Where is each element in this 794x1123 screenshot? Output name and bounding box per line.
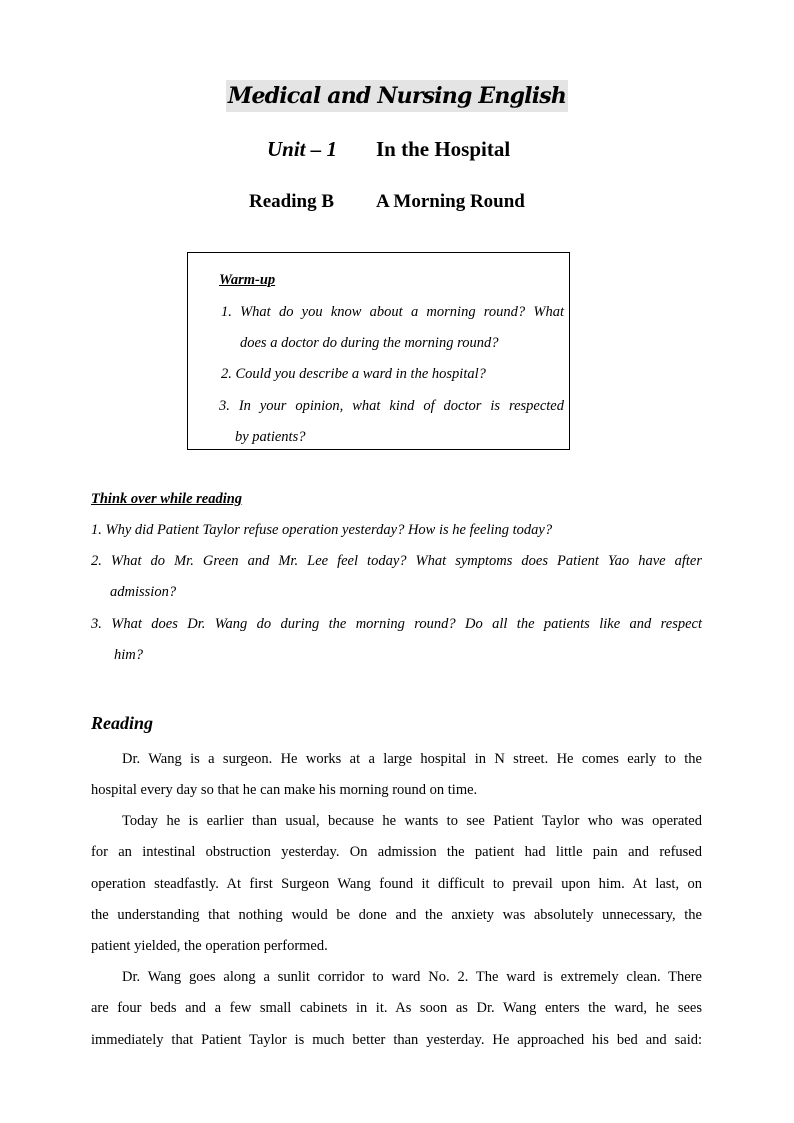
think-over-question-2-cont: admission?	[110, 584, 177, 600]
unit-label: Unit – 1	[267, 137, 338, 161]
warmup-box	[187, 252, 570, 450]
document-title	[0, 80, 794, 112]
unit-name: In the Hospital	[376, 137, 511, 161]
think-over-question-3-cont: him?	[114, 647, 143, 663]
reading-line: the understanding that nothing would be done and the anxiety was absolutely unnecessary, the	[91, 907, 702, 923]
warmup-question-3-cont: by patients?	[235, 429, 306, 445]
think-over-question-2: 2. What do Mr. Green and Mr. Lee feel today? What symptoms does Patient Yao have after	[91, 553, 702, 569]
think-over-heading: Think over while reading	[91, 491, 243, 507]
reading-line: for an intestinal obstruction yesterday. On admission the patient had little pain and refused	[91, 844, 702, 860]
document-title-text: Medical and Nursing English	[226, 80, 568, 112]
warmup-question-1-cont: does a doctor do during the morning round?	[240, 335, 499, 351]
reading-line: immediately that Patient Taylor is much better than yesterday. He approached his bed and said:	[91, 1032, 702, 1048]
reading-line: Dr. Wang goes along a sunlit corridor to ward No. 2. The ward is extremely clean. There	[122, 969, 702, 985]
reading-section-heading: Reading	[91, 713, 154, 733]
warmup-question-2: 2. Could you describe a ward in the hospital?	[221, 366, 486, 382]
reading-line: Dr. Wang is a surgeon. He works at a large hospital in N street. He comes early to the	[122, 751, 702, 767]
warmup-heading: Warm-up	[219, 272, 276, 288]
think-over-question-3: 3. What does Dr. Wang do during the morning round? Do all the patients like and respect	[91, 616, 702, 632]
warmup-question-3: 3. In your opinion, what kind of doctor is respected	[219, 398, 564, 414]
think-over-question-1: 1. Why did Patient Taylor refuse operation yesterday? How is he feeling today?	[91, 522, 553, 538]
reading-name: A Morning Round	[376, 191, 525, 212]
reading-label: Reading B	[249, 191, 334, 212]
reading-line: operation steadfastly. At first Surgeon Wang found it difficult to prevail upon him. At last, on	[91, 876, 702, 892]
reading-line: hospital every day so that he can make his morning round on time.	[91, 782, 478, 798]
reading-line: are four beds and a few small cabinets in it. As soon as Dr. Wang enters the ward, he sees	[91, 1000, 702, 1016]
warmup-question-1: 1. What do you know about a morning round? What	[221, 304, 564, 320]
reading-line: patient yielded, the operation performed.	[91, 938, 328, 954]
reading-line: Today he is earlier than usual, because he wants to see Patient Taylor who was operated	[122, 813, 702, 829]
